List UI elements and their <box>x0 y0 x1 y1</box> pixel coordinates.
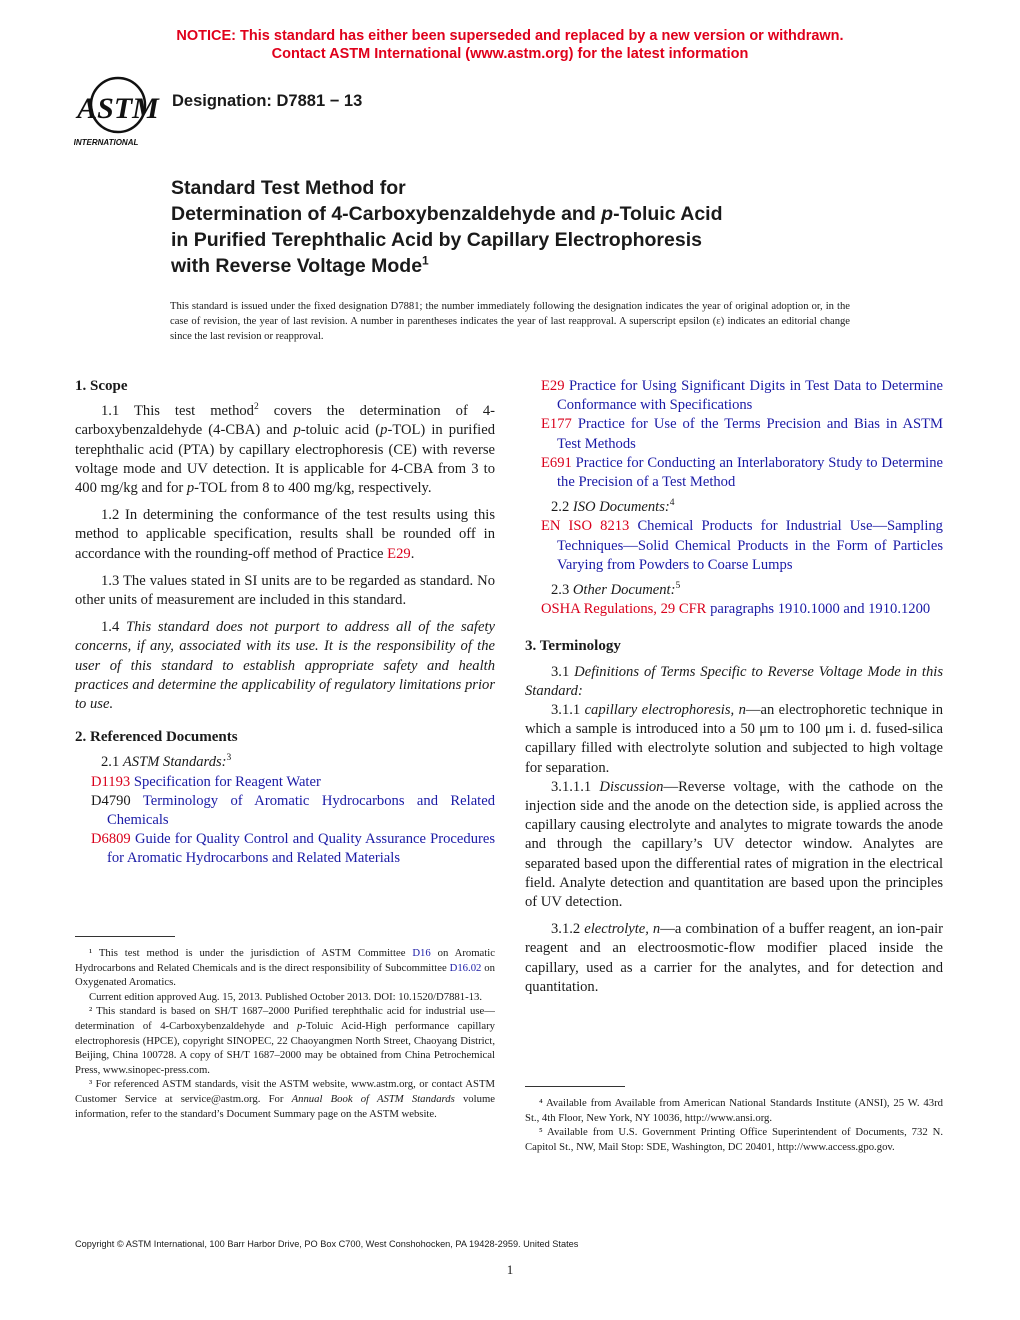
scope-1-3: 1.3 The values stated in SI units are to be regarded as standard. No other units of measurement are included in this standard. <box>75 572 495 609</box>
link-e29[interactable]: E29 <box>387 545 411 562</box>
footnotes-left <box>75 946 495 1121</box>
title-line-1: Standard Test Method for <box>171 177 406 199</box>
document-title <box>171 175 891 279</box>
section-refdocs-heading: 2. Referenced Documents <box>75 729 238 746</box>
footnote-3: ³ For referenced ASTM standards, visit the ASTM website, www.astm.org, or contact ASTM Customer Service at service@astm.org. For Annual Book of ASTM Standards volume information, refer to the standard’s Document Summary page on the ASTM website. <box>75 1078 496 1120</box>
right-column <box>525 377 943 1005</box>
title-line-3: in Purified Terephthalic Acid by Capillary Electrophoresis <box>171 229 702 251</box>
astm-standards-label: 2.1 ASTM Standards:$^3$ <box>101 753 232 771</box>
ref-item-d6809: D6809 Guide for Quality Control and Quality Assurance Procedures for Aromatic Hydrocarbons and Related Materials <box>91 831 496 867</box>
logo-subtext: INTERNATIONAL <box>74 138 139 147</box>
footnote-1: ¹ This test method is under the jurisdiction of ASTM Committee D16 on Aromatic Hydrocarbons and Related Chemicals and is the direct responsibility of Subcommittee D16.02 on Oxygenated Aromatics. <box>75 947 495 989</box>
footnote-4: ⁴ Available from Available from American National Standards Institute (ANSI), 25 W. 43rd St., 4th Floor, New York, NY 10036, http://www.ansi.org. <box>525 1097 943 1124</box>
ref-item-d4790: D4790 Terminology of Aromatic Hydrocarbons and Related Chemicals <box>91 792 495 829</box>
title-line-4: with Reverse Voltage Mode$^1$ <box>171 253 429 277</box>
section-terminology-heading: 3. Terminology <box>525 638 621 655</box>
footnote-2: ² This standard is based on SH/T 1687–2000 Purified terephthalic acid for industrial use—determination of 4-Carboxybenzaldehyde and p-Toluic Acid-High performance capillary electrophoresis (HPCE), copyright SINOPEC, 22 Chaoyangmen North Street, Chaoyang District, Beijing, China 100728. A copy of SH/T 1687–2000 may be obtained from China Petrochemical Press, www.sinopec-press.com. <box>75 1005 495 1076</box>
footnote-rule-right <box>525 1086 625 1087</box>
ref-item-e29: E29 Practice for Using Significant Digits in Test Data to Determine Conformance with Specifications <box>541 378 943 414</box>
term-3-1-1-1: 3.1.1.1 Discussion—Reverse voltage, with the cathode on the injection side and the anode on the detection side, is applied across the capillary causing electrolyte and analytes to migrate towards the anode and through the capillary’s UV detector window. Analytes are separated based upon the differential rates of migration in the electrical field. Analyte detection and quantitation are based upon the principles of UV detection. <box>525 778 943 911</box>
notice-line-1: NOTICE: This standard has either been superseded and replaced by a new version or withdrawn. <box>176 28 844 44</box>
term-3-1-2: 3.1.2 electrolyte, n—a combination of a buffer reagent, an ion-pair reagent and an electroosmotic-flow modifier placed inside the capillary, used as a carrier for the analytes, and for detection and quantitation. <box>525 921 943 995</box>
page-number: 1 <box>506 1262 514 1277</box>
logo-text: ASTM <box>77 92 159 125</box>
ref-item-e177: E177 Practice for Use of the Terms Precision and Bias in ASTM Test Methods <box>541 416 943 452</box>
issue-note: This standard is issued under the fixed designation D7881; the number immediately following the designation indicates the year of original adoption or, in the case of revision, the year of last revision. A number in parentheses indicates the year of last reapproval. A superscript epsilon (ε) indicates an editorial change since the last revision or reapproval. <box>170 301 850 342</box>
ref-item-osha: OSHA Regulations, 29 CFR paragraphs 1910.1000 and 1910.1200 <box>541 601 931 618</box>
ref-item-d1193: D1193 Specification for Reagent Water <box>91 773 321 790</box>
notice-line-2: Contact ASTM International (www.astm.org) for the latest information <box>271 46 749 62</box>
left-column <box>75 377 495 869</box>
footnote-5: ⁵ Available from U.S. Government Printing Office Superintendent of Documents, 732 N. Capitol St., NW, Mail Stop: SDE, Washington, DC 20401, http://www.access.gpo.gov. <box>525 1126 943 1153</box>
scope-1-1: 1.1 This test method$^2$ covers the determination of 4-carboxybenzaldehyde (4-CBA) and p-toluic acid (p-TOL) in purified terephthalic acid (PTA) by capillary electrophoresis (CE) with reverse voltage mode and UV detection. It is applicable for 4-CBA from 3 to 400 mg/kg and for p-TOL from 8 to 400 mg/kg, respectively. <box>75 402 496 497</box>
designation: Designation: D7881 − 13 <box>172 92 363 110</box>
other-document-label: 2.3 Other Document:$^5$ <box>551 581 681 599</box>
footnote-1-edition: Current edition approved Aug. 15, 2013. Published October 2013. DOI: 10.1520/D7881-13. <box>89 990 483 1003</box>
section-scope-heading: 1. Scope <box>75 378 128 394</box>
scope-1-2: 1.2 In determining the conformance of the test results using this method to applicable specification, results shall be rounded off in accordance with the rounding-off method of Practice E29. <box>75 507 495 562</box>
ref-item-en-iso-8213: EN ISO 8213 Chemical Products for Industrial Use—Sampling Techniques—Solid Chemical Products in the Form of Particles Varying from Powders to Coarse Lumps <box>541 518 943 573</box>
term-3-1-1: 3.1.1 capillary electrophoresis, n—an electrophoretic technique in which a sample is introduced into a 50 μm to 100 μm i. d. fused-silica capillary filled with electrolyte solution and subjected to high voltage for separation. <box>525 702 943 776</box>
ref-item-e691: E691 Practice for Conducting an Interlaboratory Study to Determine the Precision of a Test Method <box>541 454 944 491</box>
withdrawal-notice <box>0 27 1020 63</box>
iso-documents-label: 2.2 ISO Documents:$^4$ <box>551 498 675 516</box>
footnotes-right <box>525 1096 943 1154</box>
copyright-line: Copyright © ASTM International, 100 Barr Harbor Drive, PO Box C700, West Conshohocken, PA 19428-2959. United States <box>75 1239 579 1249</box>
term-3-1: 3.1 Definitions of Terms Specific to Reverse Voltage Mode in this Standard: <box>525 663 943 699</box>
scope-1-4: 1.4 This standard does not purport to address all of the safety concerns, if any, associated with its use. It is the responsibility of the user of this standard to establish appropriate safety and health practices and determine the applicability of regulatory limitations prior to use. <box>75 619 495 713</box>
title-line-2: Determination of 4-Carboxybenzaldehyde and p-Toluic Acid <box>171 203 723 225</box>
astm-logo <box>74 73 164 149</box>
footnote-rule-left <box>75 936 175 937</box>
